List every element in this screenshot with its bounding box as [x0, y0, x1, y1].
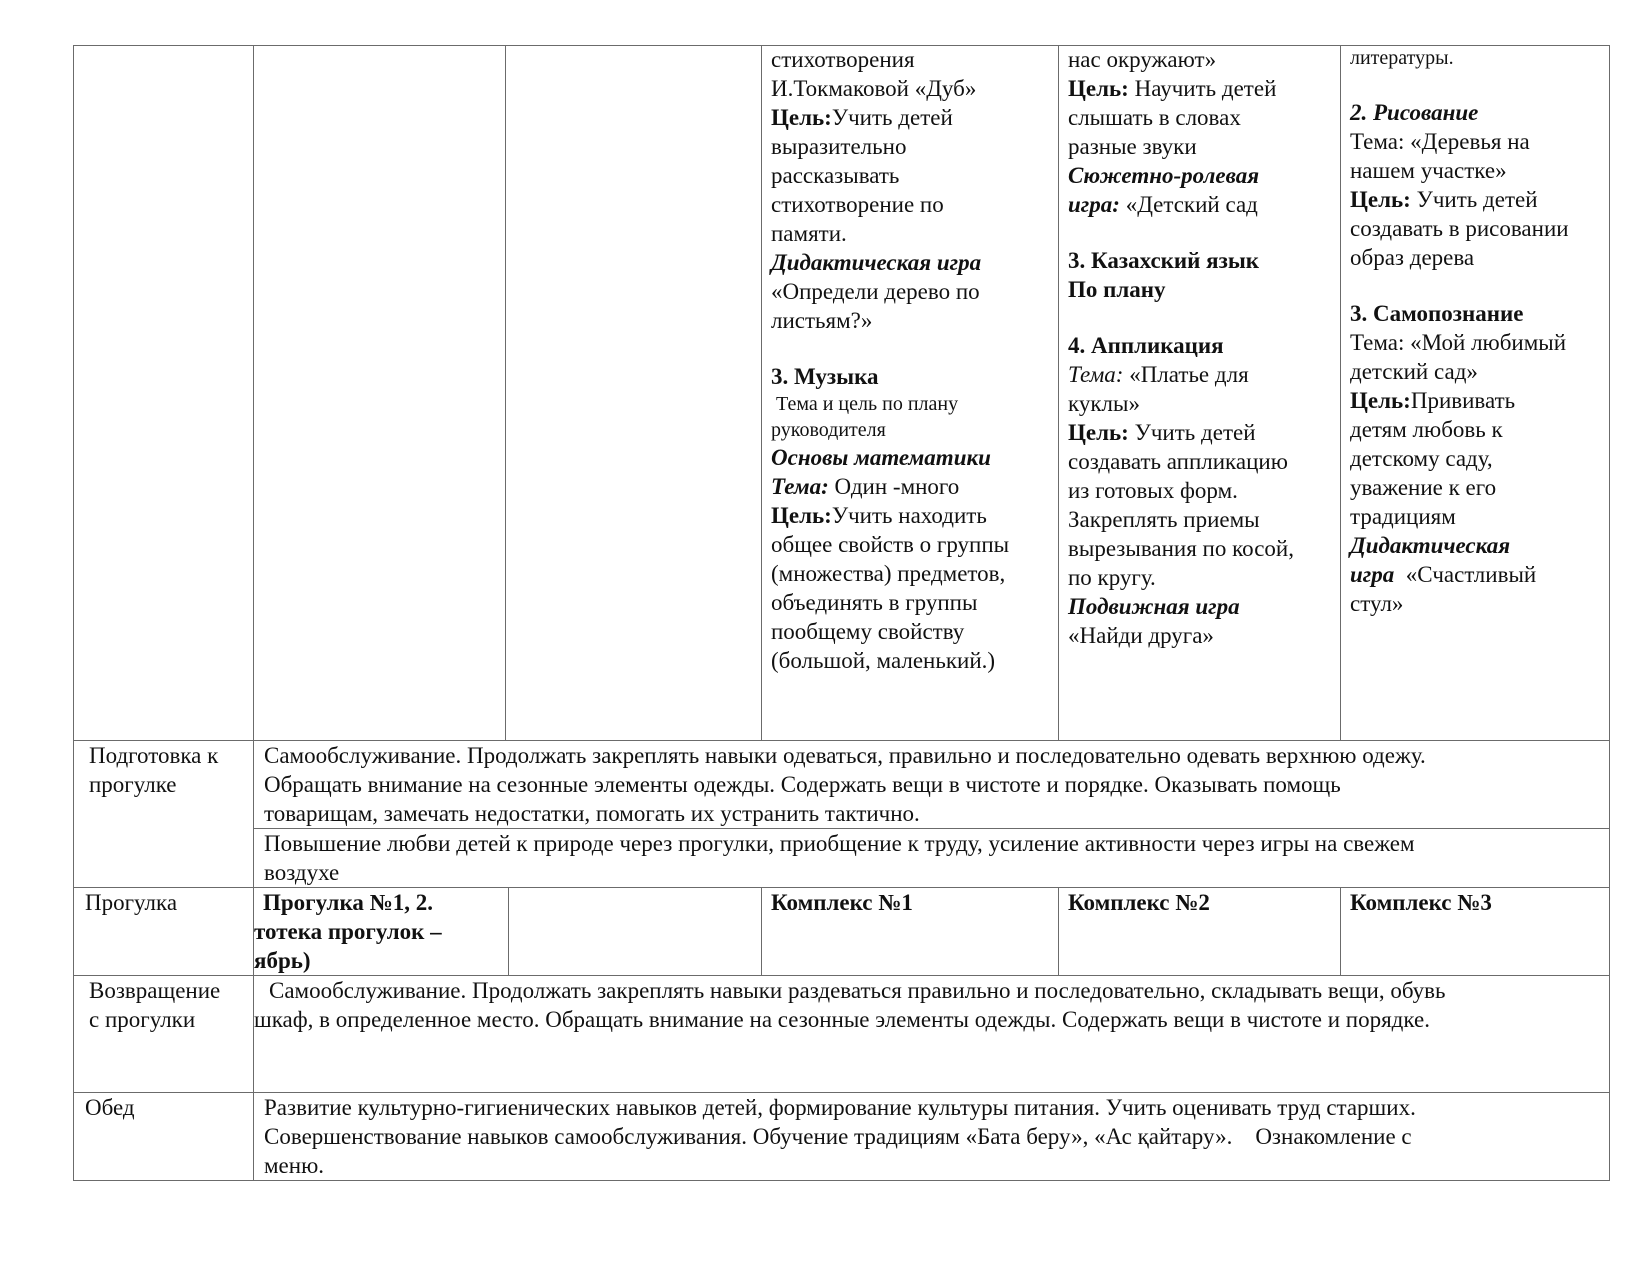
mobile-game-label: Подвижная игра — [1068, 594, 1240, 619]
text-line: детский сад» — [1350, 359, 1478, 384]
goal-line — [1068, 74, 1294, 103]
role-game-line — [1068, 190, 1294, 219]
row-label: Подготовка к — [89, 743, 219, 768]
text-line: Самообслуживание. Продолжать закреплять навыки раздеваться правильно и последовательно, складывать вещи, обувь — [269, 978, 1446, 1003]
text-line: Обращать внимание на сезонные элементы одежды. Содержать вещи в чистоте и порядке. Оказывать помощь — [264, 772, 1341, 797]
return-label-cell — [89, 976, 220, 1034]
text-line: Тема и цель по плану — [771, 393, 959, 415]
table-border-right — [1609, 45, 1610, 1181]
text-line: стихотворения — [771, 47, 915, 72]
goal-label: Цель: — [771, 503, 832, 528]
row-label: Возвращение — [89, 978, 221, 1003]
text-line: Развитие культурно-гигиенических навыков детей, формирование культуры питания. Учить оценивать труд старших. — [264, 1095, 1416, 1120]
col-divider-3-walk — [761, 887, 762, 976]
goal-text: Учить детей — [1128, 420, 1256, 445]
text-line: литературы. — [1350, 47, 1454, 69]
didactic-game-label: Дидактическая — [1350, 533, 1511, 558]
goal-label: Цель: — [1068, 420, 1129, 445]
text-line: стул» — [1350, 591, 1404, 616]
role-game-label: игра: — [1068, 192, 1120, 217]
text-line: вырезывания по косой, — [1068, 536, 1294, 561]
table-border-bottom — [73, 1180, 1610, 1181]
math-title: Основы математики — [771, 445, 991, 470]
goal-line — [1068, 418, 1294, 447]
lesson-cell-col6 — [1350, 45, 1569, 618]
text-line: уважение к его — [1350, 475, 1497, 500]
walk-label-cell — [85, 888, 177, 917]
theme-line — [1068, 360, 1294, 389]
text-line: создавать аппликацию — [1068, 449, 1288, 474]
col-divider-3-top — [761, 45, 762, 741]
text-line: ябрь) — [254, 948, 311, 973]
text-line: меню. — [264, 1153, 325, 1178]
role-game-label: Сюжетно-ролевая — [1068, 163, 1260, 188]
text-line: детскому саду, — [1350, 446, 1493, 471]
goal-line — [1350, 386, 1569, 415]
goal-line — [771, 103, 1009, 132]
complex-label: Комплекс №3 — [1350, 890, 1492, 915]
self-knowledge-title: 3. Самопознание — [1350, 301, 1524, 326]
didactic-game-label: игра — [1350, 562, 1395, 587]
text-line: тотека прогулок – — [254, 919, 442, 944]
text-line: (большой, маленький.) — [771, 648, 996, 673]
complex-label: Комплекс №1 — [771, 890, 913, 915]
lesson-cell-col4 — [771, 45, 1009, 675]
text-line: нас окружают» — [1068, 47, 1217, 72]
prep-text-cell-2 — [264, 829, 1415, 887]
goal-label: Цель: — [771, 105, 832, 130]
text-line: товарищам, замечать недостатки, помогать их устранить тактично. — [264, 801, 920, 826]
text-line: И.Токмаковой «Дуб» — [771, 76, 977, 101]
text-line: пообщему свойству — [771, 619, 965, 644]
walk-complex-1 — [771, 888, 913, 917]
text-line: памяти. — [771, 221, 847, 246]
text-line: руководителя — [771, 419, 886, 441]
row-label: Обед — [85, 1095, 135, 1120]
didactic-game-text: «Счастливый — [1394, 562, 1537, 587]
lunch-text-cell — [264, 1093, 1416, 1180]
role-game-text: «Детский сад — [1119, 192, 1258, 217]
text-line: куклы» — [1068, 391, 1140, 416]
kazakh-subtitle: По плану — [1068, 277, 1166, 302]
text-line: Закреплять приемы — [1068, 507, 1260, 532]
col-divider-5-walk — [1340, 887, 1341, 976]
text-line: листьям?» — [771, 308, 873, 333]
lunch-label-cell — [85, 1093, 135, 1122]
text-line: объединять в группы — [771, 590, 978, 615]
walk-complex-2 — [1068, 888, 1210, 917]
row-label: прогулке — [89, 772, 177, 797]
text-line: разные звуки — [1068, 134, 1197, 159]
goal-label: Цель: — [1350, 187, 1411, 212]
text-line: Тема: «Мой любимый — [1350, 330, 1567, 355]
row-label: Прогулка — [85, 890, 178, 915]
text-line: Совершенствование навыков самообслуживания. Обучение традициям «Бата беру», «Ас қайтару». Ознакомление с — [264, 1124, 1412, 1149]
text-line: выразительно — [771, 134, 907, 159]
text-line: по кругу. — [1068, 565, 1156, 590]
goal-line — [771, 501, 1009, 530]
text-line: Тема: «Деревья на — [1350, 129, 1530, 154]
lesson-cell-col5 — [1068, 45, 1294, 650]
text-line: общее свойств о группы — [771, 532, 1010, 557]
goal-text: Учить детей — [831, 105, 953, 130]
text-line: шкаф, в определенное место. Обращать внимание на сезонные элементы одежды. Содержать вещи в чистоте и порядке. — [254, 1007, 1430, 1032]
didactic-game-line — [1350, 560, 1569, 589]
text-line: образ дерева — [1350, 245, 1475, 270]
text-line: слышать в словах — [1068, 105, 1241, 130]
text-line: (множества) предметов, — [771, 561, 1006, 586]
text-line: Прогулка №1, 2. — [263, 890, 433, 915]
walk-complex-3 — [1350, 888, 1492, 917]
text-line: рассказывать — [771, 163, 900, 188]
goal-text: Научить детей — [1128, 76, 1277, 101]
didactic-game-label: Дидактическая игра — [771, 250, 982, 275]
theme-text: «Платье для — [1123, 362, 1249, 387]
text-line: «Найди друга» — [1068, 623, 1214, 648]
col-divider-4-top — [1058, 45, 1059, 741]
goal-label: Цель: — [1350, 388, 1411, 413]
complex-label: Комплекс №2 — [1068, 890, 1210, 915]
goal-text: Учить детей — [1410, 187, 1538, 212]
theme-label: Тема: — [771, 474, 829, 499]
col-divider-2-top — [505, 45, 506, 741]
drawing-title: 2. Рисование — [1350, 100, 1479, 125]
text-line: детям любовь к — [1350, 417, 1503, 442]
theme-label: Тема: — [1068, 362, 1124, 387]
text-line: Самообслуживание. Продолжать закреплять навыки одеваться, правильно и последовательно одевать верхнюю одежу. — [264, 743, 1426, 768]
goal-line — [1350, 185, 1569, 214]
col-divider-2-walk — [508, 887, 509, 976]
goal-label: Цель: — [1068, 76, 1129, 101]
goal-text: Прививать — [1410, 388, 1516, 413]
text-line: нашем участке» — [1350, 158, 1507, 183]
music-title: 3. Музыка — [771, 364, 879, 389]
theme-text: Один -много — [828, 474, 960, 499]
text-line: из готовых форм. — [1068, 478, 1238, 503]
prep-label-cell — [89, 741, 218, 799]
prep-text-cell-1 — [264, 741, 1426, 828]
col-divider-5-top — [1340, 45, 1341, 741]
text-line: создавать в рисовании — [1350, 216, 1569, 241]
walk-col2-cell — [254, 888, 442, 975]
goal-text: Учить находить — [831, 503, 987, 528]
applique-title: 4. Аппликация — [1068, 333, 1224, 358]
text-line: Повышение любви детей к природе через прогулки, приобщение к труду, усиление активности через игры на свежем — [264, 831, 1415, 856]
return-text-cell — [254, 976, 1446, 1034]
table-border-left — [73, 45, 74, 1181]
kazakh-title: 3. Казахский язык — [1068, 248, 1260, 273]
row-label: с прогулки — [89, 1007, 196, 1032]
text-line: традициям — [1350, 504, 1456, 529]
text-line: стихотворение по — [771, 192, 944, 217]
text-line: «Определи дерево по — [771, 279, 980, 304]
col-divider-4-walk — [1058, 887, 1059, 976]
text-line: воздухе — [264, 860, 340, 885]
theme-line — [771, 472, 1009, 501]
